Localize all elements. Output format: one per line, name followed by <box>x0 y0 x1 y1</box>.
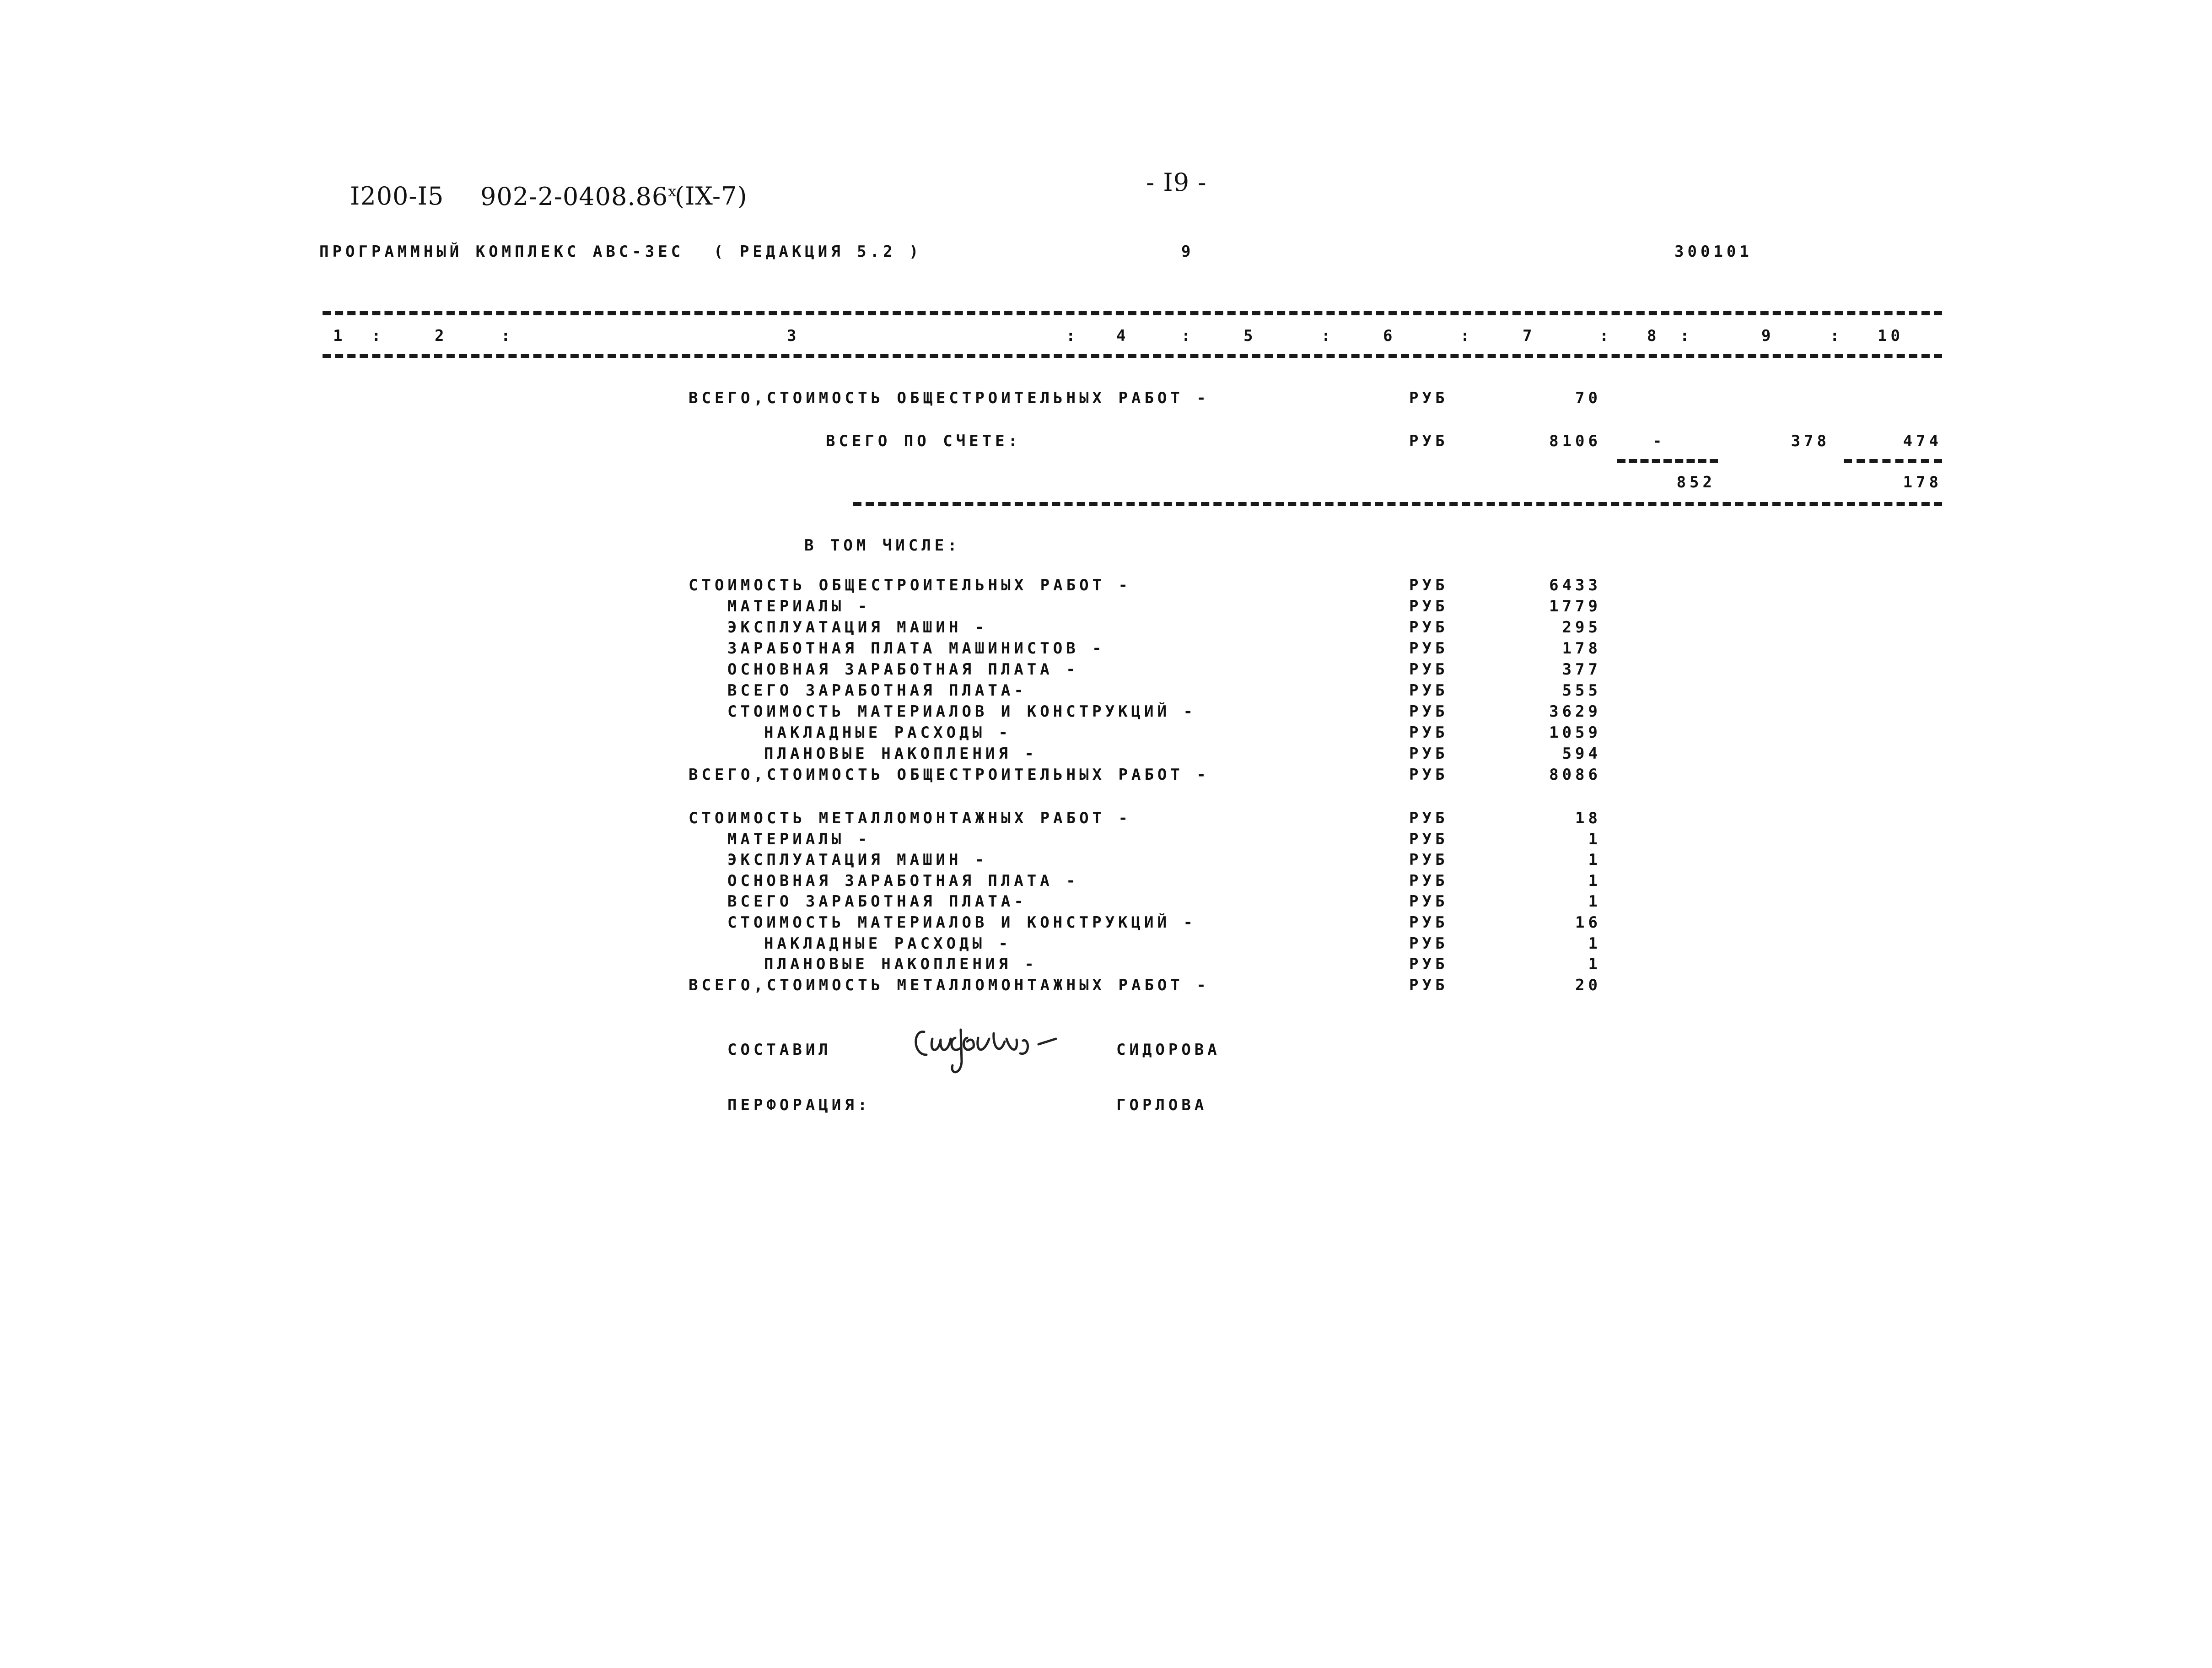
section-rule <box>853 502 1942 506</box>
item-unit: РУБ <box>1409 618 1448 637</box>
item-label: МАТЕРИАЛЫ - <box>727 830 871 848</box>
col-1: 1 <box>333 327 346 345</box>
item-unit: РУБ <box>1409 851 1448 869</box>
project-superscript: x <box>668 183 677 200</box>
project-number <box>480 184 677 209</box>
item-value: 1 <box>1588 955 1601 974</box>
item-value: 8086 <box>1549 766 1601 784</box>
col-sep: : <box>1680 327 1693 345</box>
col-sep: : <box>1321 327 1335 345</box>
compiled-name: СИДОРОВА <box>1116 1041 1221 1059</box>
subtotal-rule-col10 <box>1844 459 1942 463</box>
item-value: 1 <box>1588 934 1601 953</box>
total-estimate-col10: 474 <box>1903 432 1942 450</box>
total-estimate-label: ВСЕГО ПО СЧЕТЕ: <box>826 432 1022 450</box>
signature-graphic <box>910 1011 1066 1080</box>
item-value: 1779 <box>1549 597 1601 615</box>
col-sep: : <box>1830 327 1843 345</box>
program-name: ПРОГРАММНЫЙ КОМПЛЕКС АВС-3ЕС <box>319 243 684 261</box>
listing-page-number: 9 <box>1181 243 1195 261</box>
col-sep: : <box>1599 327 1613 345</box>
section-code: (IX-7) <box>675 182 748 211</box>
item-label: СТОИМОСТЬ МАТЕРИАЛОВ И КОНСТРУКЦИЙ - <box>727 702 1196 721</box>
col-sep: : <box>1066 327 1079 345</box>
total-general-unit: РУБ <box>1409 389 1448 407</box>
item-unit: РУБ <box>1409 913 1448 932</box>
program-edition: ( РЕДАКЦИЯ 5.2 ) <box>714 243 922 261</box>
item-unit: РУБ <box>1409 745 1448 763</box>
total-general-label: ВСЕГО,СТОИМОСТЬ ОБЩЕСТРОИТЕЛЬНЫХ РАБОТ - <box>689 389 1210 407</box>
item-value: 1 <box>1588 892 1601 911</box>
signature <box>910 1011 1066 1080</box>
item-label: СТОИМОСТЬ ОБЩЕСТРОИТЕЛЬНЫХ РАБОТ - <box>689 576 1131 594</box>
item-unit: РУБ <box>1409 723 1448 742</box>
col-8: 8 <box>1647 327 1660 345</box>
total-estimate-dash: - <box>1652 432 1666 450</box>
item-value: 377 <box>1562 660 1601 679</box>
perforation-name: ГОРЛОВА <box>1116 1096 1208 1114</box>
total-estimate-unit: РУБ <box>1409 432 1448 450</box>
item-label: НАКЛАДНЫЕ РАСХОДЫ - <box>764 934 1012 953</box>
item-label: ВСЕГО,СТОИМОСТЬ ОБЩЕСТРОИТЕЛЬНЫХ РАБОТ - <box>689 766 1210 784</box>
item-value: 295 <box>1562 618 1601 637</box>
table-top-rule <box>323 311 1942 315</box>
page-number: - I9 - <box>1146 168 1207 197</box>
col-9: 9 <box>1761 327 1775 345</box>
item-value: 3629 <box>1549 702 1601 721</box>
item-label: ВСЕГО ЗАРАБОТНАЯ ПЛАТА- <box>727 892 1027 911</box>
item-label: НАКЛАДНЫЕ РАСХОДЫ - <box>764 723 1012 742</box>
item-value: 20 <box>1575 976 1601 994</box>
item-unit: РУБ <box>1409 766 1448 784</box>
perforation-label: ПЕРФОРАЦИЯ: <box>727 1096 871 1114</box>
listing-code: 300101 <box>1674 243 1753 261</box>
item-unit: РУБ <box>1409 660 1448 679</box>
item-value: 6433 <box>1549 576 1601 594</box>
item-unit: РУБ <box>1409 871 1448 890</box>
col-sep: : <box>1181 327 1195 345</box>
item-label: ПЛАНОВЫЕ НАКОПЛЕНИЯ - <box>764 955 1038 974</box>
item-value: 16 <box>1575 913 1601 932</box>
col-2: 2 <box>435 327 448 345</box>
col-3: 3 <box>787 327 800 345</box>
item-unit: РУБ <box>1409 830 1448 848</box>
subtotal-col10: 178 <box>1903 473 1942 491</box>
subtotal-col8: 852 <box>1676 473 1716 491</box>
total-general-value: 70 <box>1575 389 1601 407</box>
total-estimate-value: 8106 <box>1549 432 1601 450</box>
col-6: 6 <box>1383 327 1396 345</box>
item-value: 1059 <box>1549 723 1601 742</box>
item-label: ЭКСПЛУАТАЦИЯ МАШИН - <box>727 618 988 637</box>
item-label: МАТЕРИАЛЫ - <box>727 597 871 615</box>
table-header-rule <box>323 354 1942 358</box>
item-label: СТОИМОСТЬ МАТЕРИАЛОВ И КОНСТРУКЦИЙ - <box>727 913 1196 932</box>
item-label: СТОИМОСТЬ МЕТАЛЛОМОНТАЖНЫХ РАБОТ - <box>689 809 1131 827</box>
col-10: 10 <box>1878 327 1904 345</box>
item-value: 1 <box>1588 851 1601 869</box>
item-unit: РУБ <box>1409 639 1448 658</box>
item-value: 1 <box>1588 830 1601 848</box>
item-label: ЭКСПЛУАТАЦИЯ МАШИН - <box>727 851 988 869</box>
item-unit: РУБ <box>1409 597 1448 615</box>
including-label: В ТОМ ЧИСЛЕ: <box>804 536 961 555</box>
col-7: 7 <box>1523 327 1536 345</box>
subtotal-rule-col8 <box>1617 459 1718 463</box>
col-5: 5 <box>1243 327 1257 345</box>
item-unit: РУБ <box>1409 576 1448 594</box>
col-sep: : <box>1460 327 1474 345</box>
doc-code: I200-I5 <box>350 182 444 211</box>
item-unit: РУБ <box>1409 934 1448 953</box>
item-label: ЗАРАБОТНАЯ ПЛАТА МАШИНИСТОВ - <box>727 639 1105 658</box>
item-label: ПЛАНОВЫЕ НАКОПЛЕНИЯ - <box>764 745 1038 763</box>
item-value: 594 <box>1562 745 1601 763</box>
item-label: ВСЕГО ЗАРАБОТНАЯ ПЛАТА- <box>727 681 1027 700</box>
col-4: 4 <box>1116 327 1130 345</box>
item-unit: РУБ <box>1409 955 1448 974</box>
item-value: 555 <box>1562 681 1601 700</box>
item-value: 1 <box>1588 871 1601 890</box>
col-sep: : <box>371 327 385 345</box>
item-unit: РУБ <box>1409 976 1448 994</box>
item-value: 178 <box>1562 639 1601 658</box>
item-label: ОСНОВНАЯ ЗАРАБОТНАЯ ПЛАТА - <box>727 660 1079 679</box>
total-estimate-col9: 378 <box>1791 432 1830 450</box>
project-code: 902-2-0408.86 <box>480 182 668 211</box>
item-label: ВСЕГО,СТОИМОСТЬ МЕТАЛЛОМОНТАЖНЫХ РАБОТ - <box>689 976 1210 994</box>
item-label: ОСНОВНАЯ ЗАРАБОТНАЯ ПЛАТА - <box>727 871 1079 890</box>
item-value: 18 <box>1575 809 1601 827</box>
col-sep: : <box>501 327 514 345</box>
compiled-label: СОСТАВИЛ <box>727 1041 832 1059</box>
item-unit: РУБ <box>1409 702 1448 721</box>
item-unit: РУБ <box>1409 809 1448 827</box>
item-unit: РУБ <box>1409 681 1448 700</box>
item-unit: РУБ <box>1409 892 1448 911</box>
